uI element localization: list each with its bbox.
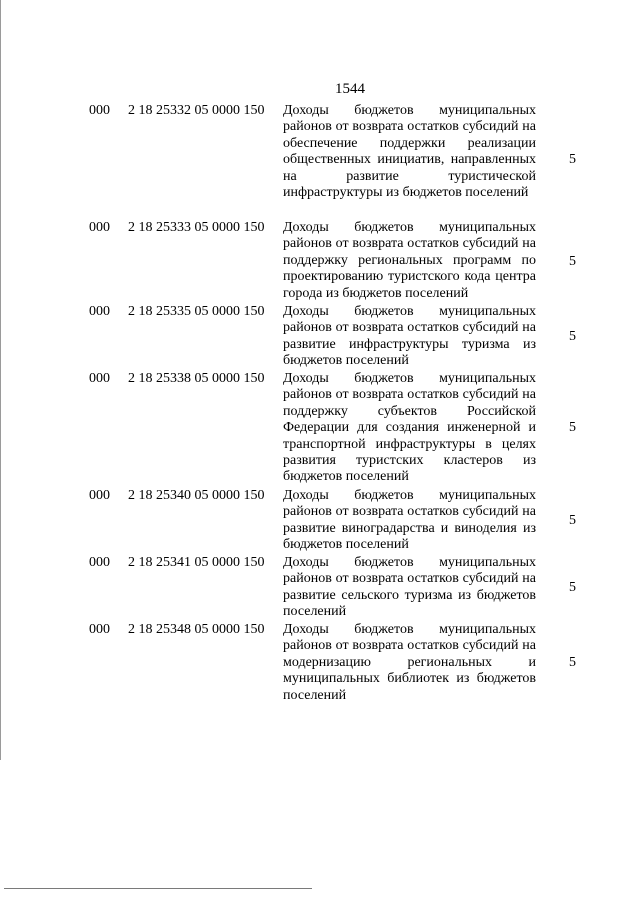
norm-value: 5 [569, 513, 576, 528]
admin-code: 000 [89, 371, 110, 386]
budget-classification-code: 2 18 25332 05 0000 150 [128, 103, 265, 118]
revenue-description: Доходы бюджетов муниципальных районов от возврата остатков субсидий на обеспечение поддержки реализации общественных инициатив, направленных на развитие туристической инфраструктуры из бюджетов поселений [283, 103, 536, 201]
revenue-description: Доходы бюджетов муниципальных районов от возврата остатков субсидий на поддержку региональных программ по проектированию туристского кода центра города из бюджетов поселений [283, 220, 536, 301]
scan-bottom-edge-line [4, 888, 312, 889]
scan-left-edge-line [0, 0, 1, 760]
page-number: 1544 [335, 81, 365, 97]
budget-classification-code: 2 18 25341 05 0000 150 [128, 555, 265, 570]
revenue-description: Доходы бюджетов муниципальных районов от возврата остатков субсидий на развитие сельского туризма из бюджетов поселений [283, 555, 536, 620]
norm-value: 5 [569, 580, 576, 595]
norm-value: 5 [569, 655, 576, 670]
norm-value: 5 [569, 152, 576, 167]
revenue-description: Доходы бюджетов муниципальных районов от возврата остатков субсидий на развитие виноградарства и виноделия из бюджетов поселений [283, 488, 536, 553]
budget-classification-code: 2 18 25340 05 0000 150 [128, 488, 265, 503]
admin-code: 000 [89, 220, 110, 235]
admin-code: 000 [89, 622, 110, 637]
norm-value: 5 [569, 254, 576, 269]
revenue-description: Доходы бюджетов муниципальных районов от возврата остатков субсидий на развитие инфраструктуры туризма из бюджетов поселений [283, 304, 536, 369]
norm-value: 5 [569, 420, 576, 435]
revenue-description: Доходы бюджетов муниципальных районов от возврата остатков субсидий на поддержку субъектов Российской Федерации для создания инженерной и транспортной инфраструктуры в целях развития туристских кластеров из бюджетов поселений [283, 371, 536, 485]
budget-classification-code: 2 18 25335 05 0000 150 [128, 304, 265, 319]
admin-code: 000 [89, 555, 110, 570]
admin-code: 000 [89, 103, 110, 118]
budget-classification-code: 2 18 25348 05 0000 150 [128, 622, 265, 637]
admin-code: 000 [89, 304, 110, 319]
revenue-description: Доходы бюджетов муниципальных районов от возврата остатков субсидий на модернизацию региональных и муниципальных библиотек из бюджетов поселений [283, 622, 536, 703]
norm-value: 5 [569, 329, 576, 344]
budget-classification-code: 2 18 25338 05 0000 150 [128, 371, 265, 386]
admin-code: 000 [89, 488, 110, 503]
budget-classification-code: 2 18 25333 05 0000 150 [128, 220, 265, 235]
